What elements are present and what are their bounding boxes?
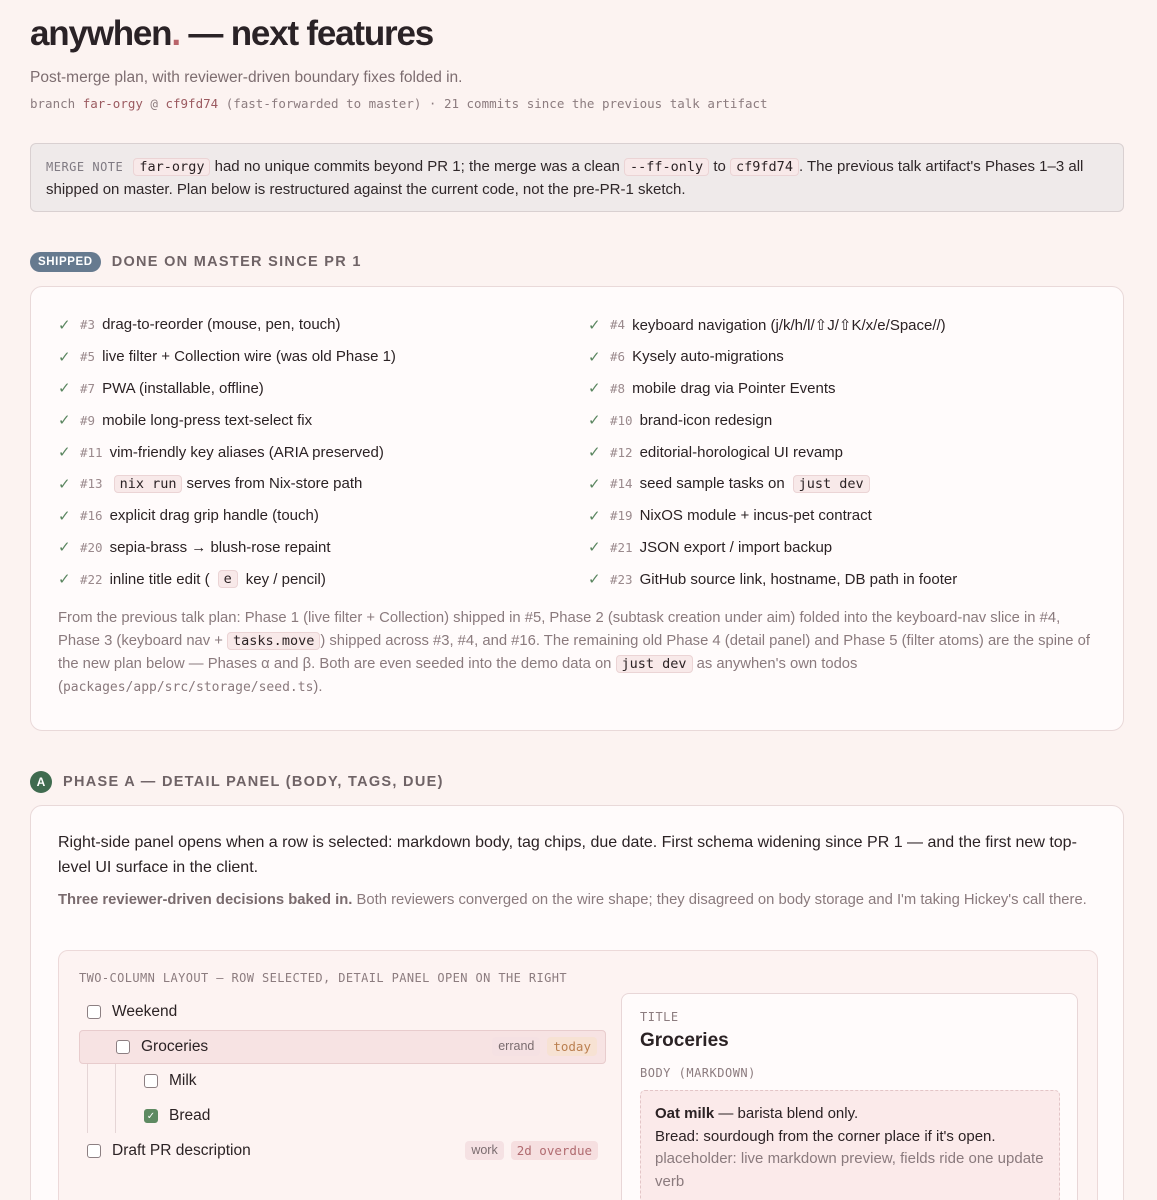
shipped-footnote: From the previous talk plan: Phase 1 (live filter + Collection) shipped in #5, Phase 2 (subtask creation under aim) folded into the keyboard-nav slice in #4, Phase 3 (keyboard nav + tasks.move ) shipped across #3, #4, and #16. The remaining old Phase 4 (detail panel) and Phase 5 (filter atoms) are the spine of the new plan below — Phases α and β. Both are even seeded into the demo data on just dev as anywhen's own todos (packages/app/src/storage/seed.ts). [58,610,1090,696]
shipped-heading: DONE ON MASTER SINCE PR 1 [111,254,362,270]
indent-guide [115,1064,116,1099]
check-icon: ✓ [588,444,601,462]
merge-note: MERGE NOTE far-orgy had no unique commits beyond PR 1; the merge was a clean --ff-only to cf9fd74 . The previous talk artifact's Phases 1–3 all shipped on master. Plan below is restructured against the current code, not the pre-PR-1 sketch. [30,143,1124,212]
body-placeholder: placeholder: live markdown preview, fields ride one update verb [655,1150,1044,1190]
shipped-item: ✓ #19 NixOS module + incus-pet contract [588,507,872,525]
phase-a-decisions: Three reviewer-driven decisions baked in. Both reviewers converged on the wire shape; they disagreed on body storage and I'm taking Hickey's call there. [58,892,1087,908]
task-tags [492,1037,597,1056]
checkbox-checked[interactable]: ✓ [144,1109,158,1123]
demo-label: TWO-COLUMN LAYOUT — ROW SELECTED, DETAIL PANEL OPEN ON THE RIGHT [79,971,567,985]
shipped-item: ✓ #9 mobile long-press text-select fix [58,411,313,430]
shipped-item: ✓ #16 explicit drag grip handle (touch) [58,507,319,525]
checkbox[interactable] [87,1005,101,1019]
shipped-item: ✓ #20 sepia-brass → blush-rose repaint [58,538,331,557]
check-icon: ✓ [58,571,71,589]
inline-code: tasks.move [227,632,320,650]
shipped-card [30,286,1124,731]
due-badge: today [547,1037,597,1056]
check-icon: ✓ [588,316,601,334]
task-list [79,995,606,1168]
shipped-item: ✓ #4 keyboard navigation (j/k/h/l/⇧J/⇧K/x/e/Space//) [588,316,946,334]
shipped-item: ✓ #11 vim-friendly key aliases (ARIA preserved) [58,443,384,462]
due-badge: 2d overdue [511,1141,598,1160]
shipped-item: ✓ #6 Kysely auto-migrations [588,348,784,366]
task-row[interactable] [79,1099,606,1134]
shipped-item: ✓ #23 GitHub source link, hostname, DB path in footer [588,570,958,589]
check-icon: ✓ [58,380,71,398]
shipped-item: ✓ #22 inline title edit ( e key / pencil) [58,570,326,589]
title-field-label: TITLE [640,1010,679,1024]
task-label: Bread [169,1107,211,1125]
title-dot: . [171,14,180,53]
task-tags [465,1141,598,1160]
phase-a-heading: PHASE A — DETAIL PANEL (BODY, TAGS, DUE) [63,774,444,790]
check-icon: ✓ [588,475,601,493]
check-icon: ✓ [58,348,71,366]
phase-a-section-header [30,771,444,793]
page-subtitle: Post-merge plan, with reviewer-driven boundary fixes folded in. [30,69,463,86]
check-icon: ✓ [588,507,601,525]
title-field[interactable]: Groceries [640,1030,729,1051]
checkbox[interactable] [87,1144,101,1158]
check-icon: ✓ [588,412,601,430]
shipped-item: ✓ #5 live filter + Collection wire (was old Phase 1) [58,348,396,366]
seed-file-path: packages/app/src/storage/seed.ts [62,680,314,696]
task-label: Draft PR description [112,1141,251,1159]
inline-code: e [218,570,238,588]
shipped-item: ✓ #14 seed sample tasks on just dev [588,468,1088,500]
check-icon: ✓ [588,348,601,366]
check-icon: ✓ [588,571,601,589]
merge-code-flag: --ff-only [624,158,709,176]
merge-note-label: MERGE NOTE [46,160,124,174]
body-editor[interactable]: Oat milk — barista blend only. Bread: sourdough from the corner place if it's open. placeholder: live markdown preview, fields ride one update verb [640,1090,1060,1200]
phase-a-lead: Right-side panel opens when a row is selected: markdown body, tag chips, due date. First schema widening since PR 1 — and the first new top-level UI surface in the client. [58,834,1077,876]
check-icon: ✓ [58,539,71,557]
tag-chip[interactable]: work [465,1141,503,1160]
task-row[interactable] [79,1064,606,1099]
body-field-label: BODY (MARKDOWN) [640,1066,756,1080]
branch-line: branch far-orgy @ cf9fd74 (fast-forwarded to master) · 21 commits since the previous talk artifact [30,96,768,111]
shipped-item: ✓ #7 PWA (installable, offline) [58,379,264,398]
merge-code-branch: far-orgy [133,158,210,176]
layout-demo [58,950,1098,1200]
shipped-item: ✓ #13 nix run serves from Nix-store path [58,475,363,493]
task-row[interactable] [79,1133,606,1168]
checkbox[interactable] [116,1040,130,1054]
task-label: Weekend [112,1003,178,1021]
indent-guide [87,1099,88,1134]
merge-code-commit: cf9fd74 [730,158,799,176]
inline-code: nix run [114,475,183,493]
tag-chip[interactable]: errand [492,1037,540,1056]
shipped-item: ✓ #8 mobile drag via Pointer Events [588,379,836,398]
checkbox[interactable] [144,1074,158,1088]
check-icon: ✓ [58,507,71,525]
phase-a-card [30,805,1124,1200]
check-icon: ✓ [58,475,71,493]
inline-code: just dev [616,655,693,673]
indent-guide [87,1064,88,1099]
phase-a-badge: A [30,771,52,793]
check-icon: ✓ [58,316,71,334]
shipped-item: ✓ #10 brand-icon redesign [588,411,773,430]
shipped-item: ✓ #12 editorial-horological UI revamp [588,443,844,462]
inline-code: just dev [793,475,870,493]
shipped-section-header [30,252,362,272]
page-title: anywhen. — next features [30,14,434,53]
check-icon: ✓ [588,539,601,557]
task-row-selected[interactable] [79,1030,606,1065]
shipped-list [58,309,1096,595]
shipped-item: ✓ #21 JSON export / import backup [588,538,833,557]
branch-name: far-orgy [82,96,143,111]
task-label: Groceries [141,1037,209,1055]
task-label: Milk [169,1072,197,1090]
shipped-badge: SHIPPED [30,252,101,272]
indent-guide [115,1099,116,1134]
check-icon: ✓ [58,444,71,462]
branch-commit: cf9fd74 [165,96,219,111]
task-row[interactable] [79,995,606,1030]
detail-panel [621,993,1078,1200]
check-icon: ✓ [588,380,601,398]
shipped-item: ✓ #3 drag-to-reorder (mouse, pen, touch) [58,316,341,334]
check-icon: ✓ [58,412,71,430]
